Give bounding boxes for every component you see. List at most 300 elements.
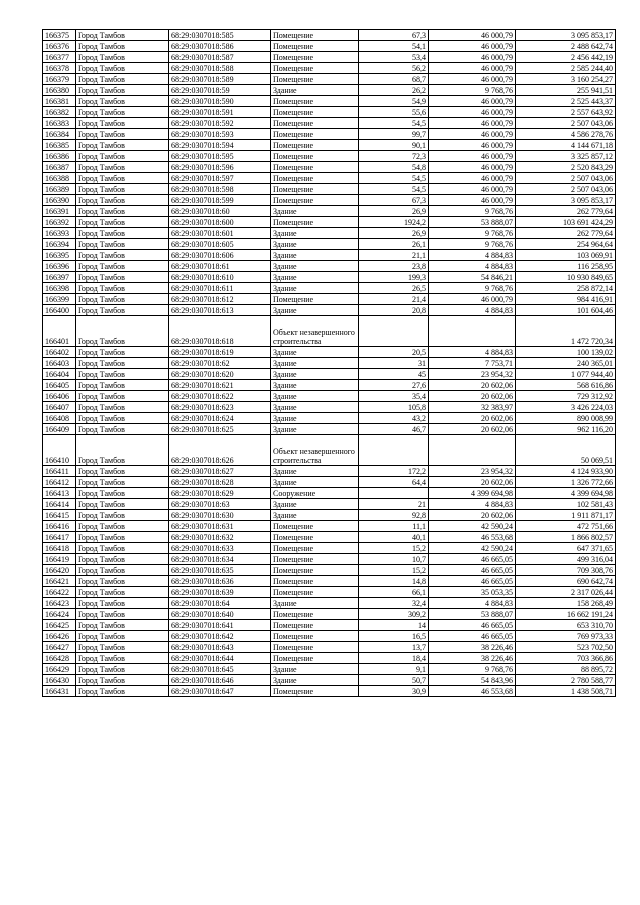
area-cell [359, 435, 429, 466]
table-row [43, 316, 616, 347]
table-row [43, 52, 616, 63]
row-number-cell: 166419 [43, 554, 76, 565]
cadastral-number-cell: 68:29:0307018:593 [169, 129, 271, 140]
object-type-cell: Объект незавершенного строительства [271, 435, 359, 466]
area-cell: 54,9 [359, 96, 429, 107]
unit-value-cell: 46 665,05 [429, 620, 516, 631]
area-cell: 99,7 [359, 129, 429, 140]
row-number-cell: 166390 [43, 195, 76, 206]
area-cell: 23,8 [359, 261, 429, 272]
area-cell: 90,1 [359, 140, 429, 151]
cadastral-value-cell: 262 779,64 [516, 206, 616, 217]
cadastral-value-cell: 4 144 671,18 [516, 140, 616, 151]
area-cell: 54,5 [359, 118, 429, 129]
row-number-cell: 166383 [43, 118, 76, 129]
cadastral-value-cell: 523 702,50 [516, 642, 616, 653]
municipality-cell: Город Тамбов [76, 576, 169, 587]
cadastral-value-cell: 100 139,02 [516, 347, 616, 358]
object-type-cell: Помещение [271, 162, 359, 173]
municipality-cell: Город Тамбов [76, 499, 169, 510]
row-number-cell: 166426 [43, 631, 76, 642]
row-number-cell: 166421 [43, 576, 76, 587]
cadastral-number-cell: 68:29:0307018:631 [169, 521, 271, 532]
table-row [43, 358, 616, 369]
table-row [43, 195, 616, 206]
cadastral-value-cell: 647 371,65 [516, 543, 616, 554]
cadastral-number-cell: 68:29:0307018:61 [169, 261, 271, 272]
object-type-cell: Помещение [271, 30, 359, 41]
table-row [43, 631, 616, 642]
municipality-cell: Город Тамбов [76, 272, 169, 283]
unit-value-cell: 46 000,79 [429, 173, 516, 184]
municipality-cell: Город Тамбов [76, 283, 169, 294]
cadastral-number-cell: 68:29:0307018:636 [169, 576, 271, 587]
row-number-cell: 166387 [43, 162, 76, 173]
municipality-cell: Город Тамбов [76, 140, 169, 151]
table-row [43, 686, 616, 697]
table-row [43, 402, 616, 413]
area-cell: 15,2 [359, 543, 429, 554]
municipality-cell: Город Тамбов [76, 631, 169, 642]
cadastral-value-cell: 16 662 191,24 [516, 609, 616, 620]
row-number-cell: 166378 [43, 63, 76, 74]
unit-value-cell: 23 954,32 [429, 466, 516, 477]
municipality-cell: Город Тамбов [76, 74, 169, 85]
table-row [43, 499, 616, 510]
cadastral-number-cell: 68:29:0307018:619 [169, 347, 271, 358]
row-number-cell: 166420 [43, 565, 76, 576]
table-row [43, 664, 616, 675]
municipality-cell: Город Тамбов [76, 228, 169, 239]
table-row [43, 532, 616, 543]
unit-value-cell: 20 602,06 [429, 477, 516, 488]
area-cell: 21,1 [359, 250, 429, 261]
table-row [43, 129, 616, 140]
area-cell: 67,3 [359, 195, 429, 206]
unit-value-cell: 46 000,79 [429, 118, 516, 129]
row-number-cell: 166424 [43, 609, 76, 620]
row-number-cell: 166406 [43, 391, 76, 402]
object-type-cell: Помещение [271, 184, 359, 195]
table-row [43, 380, 616, 391]
unit-value-cell: 54 843,96 [429, 675, 516, 686]
row-number-cell: 166403 [43, 358, 76, 369]
object-type-cell: Помещение [271, 129, 359, 140]
unit-value-cell: 53 888,07 [429, 217, 516, 228]
area-cell: 20,5 [359, 347, 429, 358]
object-type-cell: Здание [271, 272, 359, 283]
cadastral-number-cell: 68:29:0307018:598 [169, 184, 271, 195]
cadastral-value-cell: 4 399 694,98 [516, 488, 616, 499]
municipality-cell: Город Тамбов [76, 162, 169, 173]
unit-value-cell: 42 590,24 [429, 521, 516, 532]
cadastral-number-cell: 68:29:0307018:591 [169, 107, 271, 118]
municipality-cell: Город Тамбов [76, 184, 169, 195]
table-body [43, 30, 616, 697]
table-row [43, 565, 616, 576]
unit-value-cell: 20 602,06 [429, 391, 516, 402]
unit-value-cell: 9 768,76 [429, 228, 516, 239]
table-row [43, 173, 616, 184]
cadastral-number-cell: 68:29:0307018:586 [169, 41, 271, 52]
cadastral-value-cell: 890 008,99 [516, 413, 616, 424]
area-cell: 32,4 [359, 598, 429, 609]
object-type-cell: Помещение [271, 620, 359, 631]
cadastral-value-cell: 984 416,91 [516, 294, 616, 305]
cadastral-value-cell: 962 116,20 [516, 424, 616, 435]
cadastral-value-cell: 2 557 643,92 [516, 107, 616, 118]
cadastral-value-cell: 258 872,14 [516, 283, 616, 294]
cadastral-value-cell: 709 308,76 [516, 565, 616, 576]
table-row [43, 63, 616, 74]
municipality-cell: Город Тамбов [76, 358, 169, 369]
cadastral-value-cell: 2 507 043,06 [516, 118, 616, 129]
area-cell [359, 316, 429, 347]
unit-value-cell: 46 000,79 [429, 294, 516, 305]
cadastral-value-cell: 1 866 802,57 [516, 532, 616, 543]
row-number-cell: 166380 [43, 85, 76, 96]
unit-value-cell: 4 884,83 [429, 598, 516, 609]
table-row [43, 587, 616, 598]
object-type-cell: Помещение [271, 609, 359, 620]
municipality-cell: Город Тамбов [76, 195, 169, 206]
area-cell: 30,9 [359, 686, 429, 697]
municipality-cell: Город Тамбов [76, 686, 169, 697]
object-type-cell: Помещение [271, 554, 359, 565]
row-number-cell: 166417 [43, 532, 76, 543]
cadastral-value-cell: 2 520 843,29 [516, 162, 616, 173]
object-type-cell: Здание [271, 664, 359, 675]
unit-value-cell: 46 000,79 [429, 63, 516, 74]
table-row [43, 250, 616, 261]
cadastral-number-cell: 68:29:0307018:645 [169, 664, 271, 675]
unit-value-cell: 9 768,76 [429, 283, 516, 294]
row-number-cell: 166418 [43, 543, 76, 554]
area-cell: 72,3 [359, 151, 429, 162]
object-type-cell: Помещение [271, 587, 359, 598]
unit-value-cell: 20 602,06 [429, 413, 516, 424]
municipality-cell: Город Тамбов [76, 413, 169, 424]
object-type-cell: Помещение [271, 217, 359, 228]
cadastral-number-cell: 68:29:0307018:632 [169, 532, 271, 543]
area-cell: 54,8 [359, 162, 429, 173]
row-number-cell: 166430 [43, 675, 76, 686]
unit-value-cell: 46 000,79 [429, 184, 516, 195]
object-type-cell: Помещение [271, 140, 359, 151]
table-row [43, 294, 616, 305]
object-type-cell: Здание [271, 413, 359, 424]
table-row [43, 41, 616, 52]
table-row [43, 74, 616, 85]
municipality-cell: Город Тамбов [76, 554, 169, 565]
row-number-cell: 166393 [43, 228, 76, 239]
table-row [43, 466, 616, 477]
table-row [43, 85, 616, 96]
municipality-cell: Город Тамбов [76, 369, 169, 380]
cadastral-number-cell: 68:29:0307018:620 [169, 369, 271, 380]
cadastral-value-cell: 729 312,92 [516, 391, 616, 402]
table-row [43, 477, 616, 488]
unit-value-cell: 9 768,76 [429, 239, 516, 250]
area-cell: 26,9 [359, 228, 429, 239]
area-cell: 26,5 [359, 283, 429, 294]
cadastral-value-cell: 690 642,74 [516, 576, 616, 587]
object-type-cell: Помещение [271, 151, 359, 162]
municipality-cell: Город Тамбов [76, 488, 169, 499]
cadastral-value-cell: 255 941,51 [516, 85, 616, 96]
table-row [43, 609, 616, 620]
municipality-cell: Город Тамбов [76, 510, 169, 521]
row-number-cell: 166407 [43, 402, 76, 413]
object-type-cell: Помещение [271, 532, 359, 543]
municipality-cell: Город Тамбов [76, 664, 169, 675]
area-cell: 50,7 [359, 675, 429, 686]
municipality-cell: Город Тамбов [76, 565, 169, 576]
cadastral-value-cell: 2 525 443,37 [516, 96, 616, 107]
row-number-cell: 166428 [43, 653, 76, 664]
cadastral-value-cell: 2 507 043,06 [516, 173, 616, 184]
cadastral-value-cell: 2 317 026,44 [516, 587, 616, 598]
row-number-cell: 166398 [43, 283, 76, 294]
cadastral-value-cell: 3 325 857,12 [516, 151, 616, 162]
table-row [43, 598, 616, 609]
object-type-cell: Здание [271, 305, 359, 316]
cadastral-value-cell: 240 365,01 [516, 358, 616, 369]
area-cell: 21,4 [359, 294, 429, 305]
municipality-cell: Город Тамбов [76, 653, 169, 664]
cadastral-value-cell: 102 581,43 [516, 499, 616, 510]
cadastral-value-cell: 10 930 849,65 [516, 272, 616, 283]
area-cell: 67,3 [359, 30, 429, 41]
cadastral-number-cell: 68:29:0307018:62 [169, 358, 271, 369]
table-row [43, 118, 616, 129]
object-type-cell: Здание [271, 380, 359, 391]
cadastral-value-cell: 2 780 588,77 [516, 675, 616, 686]
object-type-cell: Помещение [271, 195, 359, 206]
row-number-cell: 166410 [43, 435, 76, 466]
municipality-cell: Город Тамбов [76, 477, 169, 488]
table-row [43, 261, 616, 272]
object-type-cell: Здание [271, 675, 359, 686]
cadastral-number-cell: 68:29:0307018:605 [169, 239, 271, 250]
cadastral-number-cell: 68:29:0307018:595 [169, 151, 271, 162]
municipality-cell: Город Тамбов [76, 347, 169, 358]
cadastral-number-cell: 68:29:0307018:630 [169, 510, 271, 521]
table-row [43, 283, 616, 294]
cadastral-number-cell: 68:29:0307018:618 [169, 316, 271, 347]
cadastral-value-cell: 1 326 772,66 [516, 477, 616, 488]
unit-value-cell: 7 753,71 [429, 358, 516, 369]
municipality-cell: Город Тамбов [76, 642, 169, 653]
cadastral-number-cell: 68:29:0307018:628 [169, 477, 271, 488]
municipality-cell: Город Тамбов [76, 435, 169, 466]
cadastral-number-cell: 68:29:0307018:623 [169, 402, 271, 413]
object-type-cell: Помещение [271, 521, 359, 532]
object-type-cell: Объект незавершенного строительства [271, 316, 359, 347]
cadastral-number-cell: 68:29:0307018:599 [169, 195, 271, 206]
object-type-cell: Помещение [271, 52, 359, 63]
row-number-cell: 166423 [43, 598, 76, 609]
unit-value-cell: 46 000,79 [429, 41, 516, 52]
cadastral-number-cell: 68:29:0307018:625 [169, 424, 271, 435]
table-row [43, 347, 616, 358]
object-type-cell: Помещение [271, 653, 359, 664]
object-type-cell: Помещение [271, 118, 359, 129]
area-cell: 21 [359, 499, 429, 510]
cadastral-value-cell: 3 426 224,03 [516, 402, 616, 413]
row-number-cell: 166377 [43, 52, 76, 63]
area-cell: 64,4 [359, 477, 429, 488]
unit-value-cell: 46 000,79 [429, 107, 516, 118]
unit-value-cell: 23 954,32 [429, 369, 516, 380]
municipality-cell: Город Тамбов [76, 129, 169, 140]
row-number-cell: 166399 [43, 294, 76, 305]
municipality-cell: Город Тамбов [76, 151, 169, 162]
area-cell: 309,2 [359, 609, 429, 620]
area-cell: 11,1 [359, 521, 429, 532]
row-number-cell: 166392 [43, 217, 76, 228]
unit-value-cell: 20 602,06 [429, 510, 516, 521]
municipality-cell: Город Тамбов [76, 532, 169, 543]
cadastral-value-cell: 103 069,91 [516, 250, 616, 261]
table-row [43, 576, 616, 587]
municipality-cell: Город Тамбов [76, 52, 169, 63]
unit-value-cell: 53 888,07 [429, 609, 516, 620]
cadastral-value-table-page [42, 29, 616, 697]
cadastral-value-cell: 262 779,64 [516, 228, 616, 239]
cadastral-value-cell: 116 258,95 [516, 261, 616, 272]
area-cell [359, 488, 429, 499]
unit-value-cell: 46 000,79 [429, 96, 516, 107]
object-type-cell: Помещение [271, 41, 359, 52]
unit-value-cell: 46 665,05 [429, 565, 516, 576]
area-cell: 14,8 [359, 576, 429, 587]
object-type-cell: Здание [271, 283, 359, 294]
cadastral-value-table [42, 29, 616, 697]
row-number-cell: 166411 [43, 466, 76, 477]
table-row [43, 162, 616, 173]
cadastral-number-cell: 68:29:0307018:590 [169, 96, 271, 107]
cadastral-value-cell: 472 751,66 [516, 521, 616, 532]
cadastral-number-cell: 68:29:0307018:592 [169, 118, 271, 129]
cadastral-number-cell: 68:29:0307018:639 [169, 587, 271, 598]
unit-value-cell [429, 316, 516, 347]
municipality-cell: Город Тамбов [76, 521, 169, 532]
cadastral-number-cell: 68:29:0307018:622 [169, 391, 271, 402]
row-number-cell: 166384 [43, 129, 76, 140]
cadastral-value-cell: 254 964,64 [516, 239, 616, 250]
row-number-cell: 166376 [43, 41, 76, 52]
object-type-cell: Здание [271, 85, 359, 96]
area-cell: 14 [359, 620, 429, 631]
table-row [43, 521, 616, 532]
cadastral-number-cell: 68:29:0307018:621 [169, 380, 271, 391]
table-row [43, 620, 616, 631]
object-type-cell: Помещение [271, 686, 359, 697]
unit-value-cell: 46 000,79 [429, 129, 516, 140]
row-number-cell: 166385 [43, 140, 76, 151]
area-cell: 105,8 [359, 402, 429, 413]
area-cell: 199,3 [359, 272, 429, 283]
unit-value-cell: 4 884,83 [429, 305, 516, 316]
area-cell: 16,5 [359, 631, 429, 642]
area-cell: 31 [359, 358, 429, 369]
cadastral-number-cell: 68:29:0307018:642 [169, 631, 271, 642]
area-cell: 26,1 [359, 239, 429, 250]
table-row [43, 391, 616, 402]
table-row [43, 140, 616, 151]
unit-value-cell: 46 000,79 [429, 140, 516, 151]
area-cell: 92,8 [359, 510, 429, 521]
cadastral-number-cell: 68:29:0307018:589 [169, 74, 271, 85]
cadastral-value-cell: 3 095 853,17 [516, 30, 616, 41]
municipality-cell: Город Тамбов [76, 305, 169, 316]
unit-value-cell: 9 768,76 [429, 85, 516, 96]
municipality-cell: Город Тамбов [76, 587, 169, 598]
cadastral-number-cell: 68:29:0307018:644 [169, 653, 271, 664]
object-type-cell: Помещение [271, 642, 359, 653]
municipality-cell: Город Тамбов [76, 424, 169, 435]
table-row [43, 217, 616, 228]
table-row [43, 96, 616, 107]
object-type-cell: Помещение [271, 173, 359, 184]
cadastral-number-cell: 68:29:0307018:647 [169, 686, 271, 697]
municipality-cell: Город Тамбов [76, 294, 169, 305]
row-number-cell: 166425 [43, 620, 76, 631]
cadastral-number-cell: 68:29:0307018:610 [169, 272, 271, 283]
table-row [43, 642, 616, 653]
unit-value-cell: 42 590,24 [429, 543, 516, 554]
area-cell: 54,1 [359, 41, 429, 52]
cadastral-number-cell: 68:29:0307018:601 [169, 228, 271, 239]
table-row [43, 30, 616, 41]
row-number-cell: 166422 [43, 587, 76, 598]
row-number-cell: 166396 [43, 261, 76, 272]
object-type-cell: Помещение [271, 96, 359, 107]
cadastral-value-cell: 2 585 244,40 [516, 63, 616, 74]
municipality-cell: Город Тамбов [76, 239, 169, 250]
cadastral-value-cell: 1 077 944,40 [516, 369, 616, 380]
row-number-cell: 166389 [43, 184, 76, 195]
row-number-cell: 166386 [43, 151, 76, 162]
cadastral-number-cell: 68:29:0307018:600 [169, 217, 271, 228]
cadastral-value-cell: 653 310,70 [516, 620, 616, 631]
object-type-cell: Здание [271, 424, 359, 435]
row-number-cell: 166413 [43, 488, 76, 499]
municipality-cell: Город Тамбов [76, 173, 169, 184]
table-row [43, 239, 616, 250]
cadastral-value-cell: 3 095 853,17 [516, 195, 616, 206]
object-type-cell: Здание [271, 402, 359, 413]
row-number-cell: 166414 [43, 499, 76, 510]
row-number-cell: 166400 [43, 305, 76, 316]
object-type-cell: Здание [271, 261, 359, 272]
municipality-cell: Город Тамбов [76, 261, 169, 272]
area-cell: 18,4 [359, 653, 429, 664]
cadastral-value-cell: 158 268,49 [516, 598, 616, 609]
unit-value-cell: 9 768,76 [429, 664, 516, 675]
cadastral-number-cell: 68:29:0307018:629 [169, 488, 271, 499]
cadastral-number-cell: 68:29:0307018:585 [169, 30, 271, 41]
municipality-cell: Город Тамбов [76, 609, 169, 620]
area-cell: 54,5 [359, 173, 429, 184]
unit-value-cell: 32 383,97 [429, 402, 516, 413]
unit-value-cell: 46 000,79 [429, 162, 516, 173]
unit-value-cell: 46 665,05 [429, 631, 516, 642]
cadastral-value-cell: 2 507 043,06 [516, 184, 616, 195]
row-number-cell: 166401 [43, 316, 76, 347]
object-type-cell: Сооружение [271, 488, 359, 499]
